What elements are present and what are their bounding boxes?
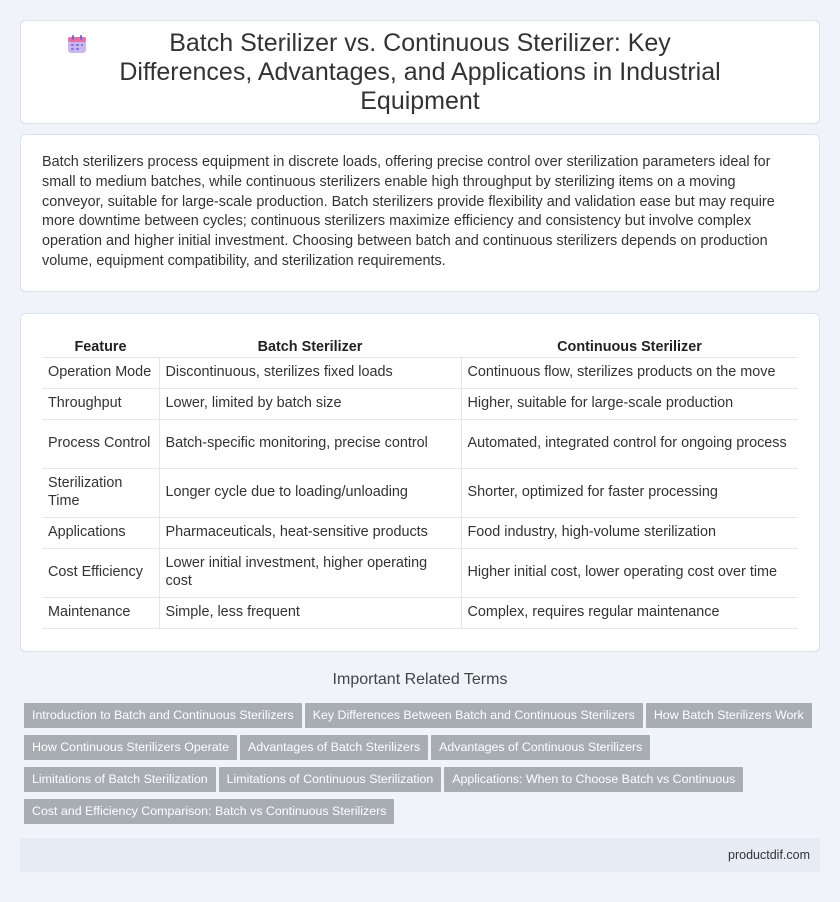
related-tag[interactable]: Limitations of Continuous Sterilization xyxy=(219,767,442,792)
cell-continuous: Complex, requires regular maintenance xyxy=(461,597,798,628)
cell-feature: Applications xyxy=(42,517,159,548)
page-title: Batch Sterilizer vs. Continuous Sterilizer: Key Differences, Advantages, and Applications in Industrial Equipment xyxy=(119,28,721,115)
intro-text: Batch sterilizers process equipment in discrete loads, offering precise control over sterilization parameters ideal for small to medium batches, while continuous sterilizers enable high throughput by sterilizing items on a moving conveyor, suitable for large-scale production. Batch sterilizers provide flexibility and validation ease but may require more downtime between cycles; continuous sterilizers maximize efficiency and consistency but involve complex operation and higher initial investment. Choosing between batch and continuous sterilizers depends on production volume, equipment compatibility, and sterilization requirements. xyxy=(42,154,775,269)
related-tag[interactable]: How Batch Sterilizers Work xyxy=(646,703,812,728)
table-row xyxy=(42,517,798,548)
cell-continuous: Food industry, high-volume sterilization xyxy=(461,517,798,548)
cell-continuous: Automated, integrated control for ongoing process xyxy=(461,419,798,468)
header-batch: Batch Sterilizer xyxy=(159,333,461,357)
cell-batch: Simple, less frequent xyxy=(159,597,461,628)
cell-feature: Sterilization Time xyxy=(42,468,159,517)
related-tag[interactable]: Cost and Efficiency Comparison: Batch vs Continuous Sterilizers xyxy=(24,799,394,824)
cell-feature: Throughput xyxy=(42,388,159,419)
related-terms-title: Important Related Terms xyxy=(332,671,508,688)
cell-continuous: Higher, suitable for large-scale production xyxy=(461,388,798,419)
related-tag[interactable]: How Continuous Sterilizers Operate xyxy=(24,735,237,760)
cell-continuous: Continuous flow, sterilizes products on the move xyxy=(461,357,798,388)
related-tag[interactable]: Applications: When to Choose Batch vs Continuous xyxy=(444,767,743,792)
comparison-table xyxy=(42,333,798,629)
cell-batch: Longer cycle due to loading/unloading xyxy=(159,468,461,517)
cell-feature: Cost Efficiency xyxy=(42,548,159,597)
cell-batch: Pharmaceuticals, heat-sensitive products xyxy=(159,517,461,548)
cell-batch: Lower initial investment, higher operating cost xyxy=(159,548,461,597)
table-row xyxy=(42,388,798,419)
table-row xyxy=(42,419,798,468)
table-header-row xyxy=(42,333,798,357)
table-row xyxy=(42,468,798,517)
related-tag[interactable]: Introduction to Batch and Continuous Sterilizers xyxy=(24,703,302,728)
title-wrap xyxy=(100,29,740,116)
cell-feature: Operation Mode xyxy=(42,357,159,388)
title-card xyxy=(20,20,820,124)
calendar-icon xyxy=(66,33,88,55)
table-row xyxy=(42,357,798,388)
table-row xyxy=(42,597,798,628)
cell-continuous: Shorter, optimized for faster processing xyxy=(461,468,798,517)
cell-batch: Discontinuous, sterilizes fixed loads xyxy=(159,357,461,388)
cell-continuous: Higher initial cost, lower operating cost over time xyxy=(461,548,798,597)
header-feature: Feature xyxy=(42,333,159,357)
table-row xyxy=(42,548,798,597)
related-tag[interactable]: Advantages of Continuous Sterilizers xyxy=(431,735,650,760)
footer-site-link[interactable]: productdif.com xyxy=(728,848,810,862)
header-continuous: Continuous Sterilizer xyxy=(461,333,798,357)
cell-feature: Maintenance xyxy=(42,597,159,628)
cell-batch: Lower, limited by batch size xyxy=(159,388,461,419)
cell-batch: Batch-specific monitoring, precise control xyxy=(159,419,461,468)
comparison-table-card xyxy=(20,313,820,652)
related-terms-tags xyxy=(24,703,824,831)
intro-card xyxy=(20,134,820,292)
related-tag[interactable]: Limitations of Batch Sterilization xyxy=(24,767,216,792)
footer xyxy=(20,838,820,872)
cell-feature: Process Control xyxy=(42,419,159,468)
related-tag[interactable]: Key Differences Between Batch and Continuous Sterilizers xyxy=(305,703,643,728)
related-tag[interactable]: Advantages of Batch Sterilizers xyxy=(240,735,428,760)
